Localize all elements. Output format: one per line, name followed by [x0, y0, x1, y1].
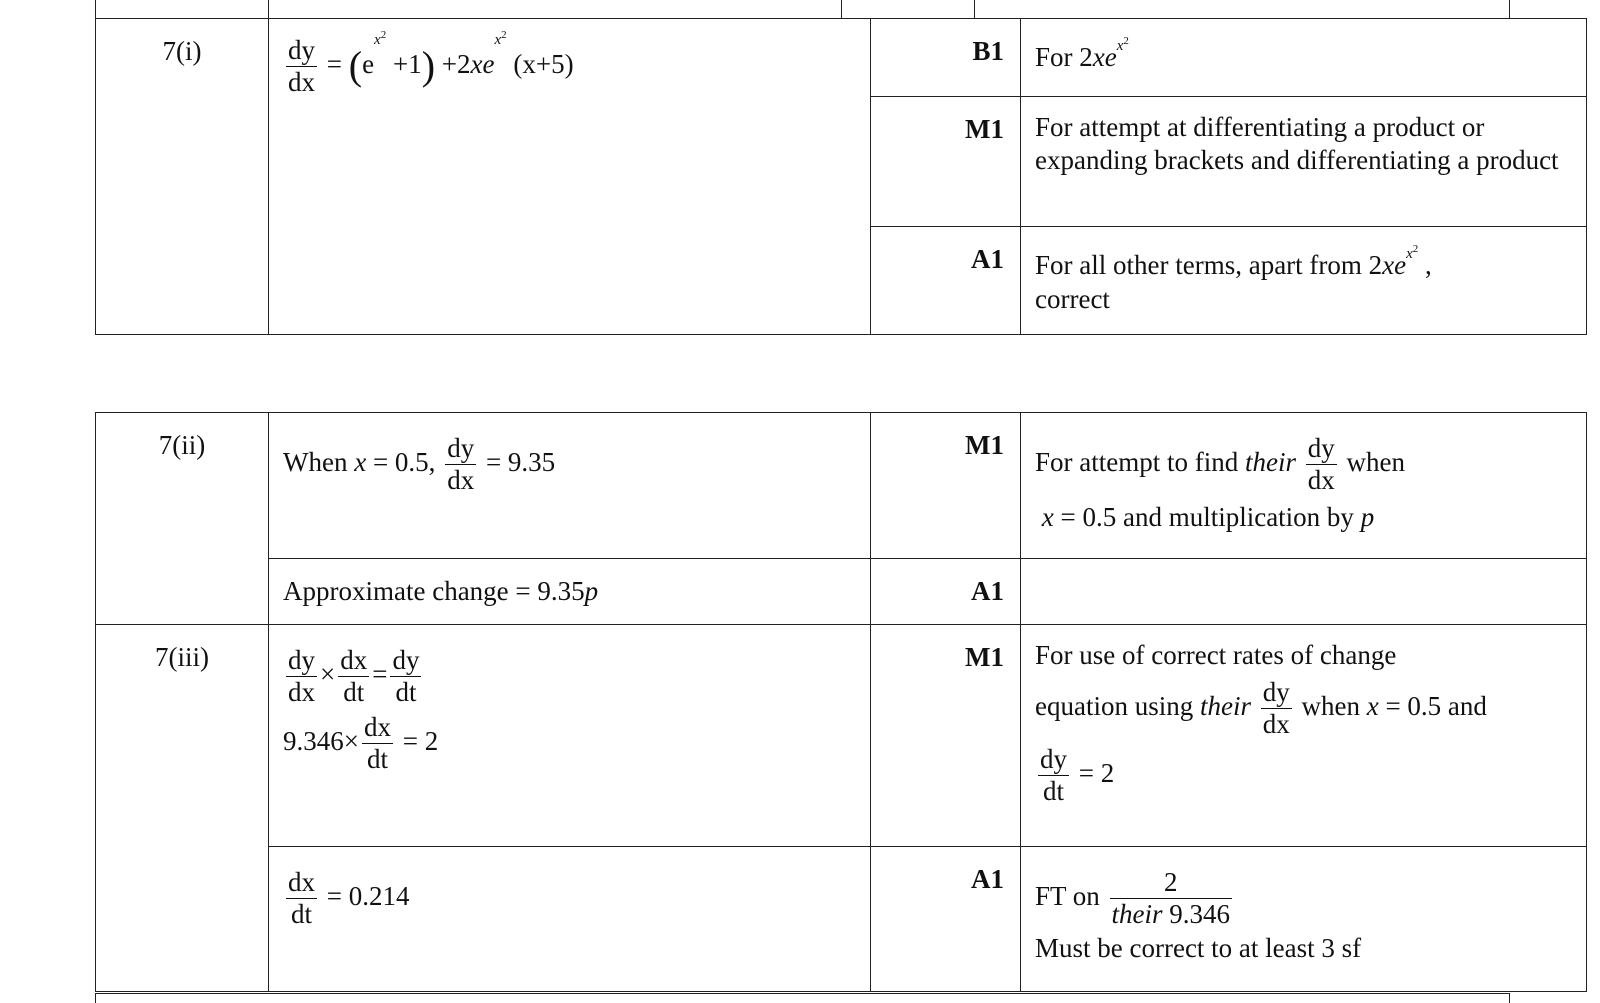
guidance-text: = 2	[1072, 757, 1115, 788]
exponent	[494, 29, 507, 48]
guidance-text: equation using	[1035, 690, 1200, 721]
fraction-numerator: dy	[1261, 677, 1292, 709]
answer-value: = 0.214	[320, 880, 410, 911]
exponent-x: x	[494, 32, 502, 48]
variable-p: p	[584, 576, 599, 606]
fraction-denominator: dx	[1307, 465, 1335, 496]
guidance-their: their	[1199, 690, 1251, 721]
exponent-2: 2	[501, 29, 507, 41]
fraction-numerator: dx	[338, 645, 369, 677]
table-row	[96, 19, 1587, 97]
variable-x: x	[1041, 502, 1054, 533]
exponent	[1406, 243, 1419, 262]
guidance-text: = 0.5 and	[1378, 690, 1487, 721]
question-number-text: 7(iii)	[155, 642, 209, 672]
question-number	[96, 413, 269, 625]
variable-p: p	[1360, 502, 1375, 533]
fraction-numerator: dy	[286, 35, 317, 67]
mark-code	[871, 847, 1021, 992]
guidance-text: when	[1339, 446, 1405, 477]
fraction	[390, 645, 421, 708]
answer-text: = 0.5,	[366, 446, 443, 477]
fraction-denominator: dx	[288, 67, 315, 98]
mark-code-text: M1	[965, 642, 1004, 672]
answer-value: = 9.35	[479, 446, 556, 477]
fraction-numerator: dx	[362, 712, 393, 744]
guidance-text: Must be correct to at least 3 sf	[1035, 933, 1362, 964]
fraction-numerator: dy	[445, 433, 476, 465]
fraction-numerator: dx	[286, 867, 317, 899]
fraction-numerator: dy	[390, 645, 421, 677]
fraction-numerator: dy	[1306, 433, 1337, 465]
fraction-denominator	[1110, 899, 1233, 930]
guidance-cell	[1021, 19, 1587, 97]
guidance-math: xe	[1382, 250, 1407, 280]
mark-code	[871, 559, 1021, 625]
fraction-denominator: dx	[288, 677, 315, 708]
derivative-fraction	[445, 433, 476, 496]
guidance-text: correct	[1035, 283, 1110, 314]
mark-code	[871, 413, 1021, 559]
plus-one: +1	[392, 48, 422, 79]
exponent-x: x	[1406, 246, 1413, 262]
guidance-text: For 2	[1035, 42, 1093, 72]
fraction-denominator: dt	[1042, 775, 1064, 806]
fraction	[362, 712, 393, 775]
times-sign: ×	[320, 658, 336, 689]
variable-x: x	[354, 446, 367, 477]
mark-code-text: M1	[965, 114, 1004, 144]
answer-value: = 2	[395, 725, 439, 756]
exponent-x: x	[1116, 38, 1124, 54]
fraction-denominator: dx	[447, 465, 475, 496]
guidance-line	[1035, 677, 1572, 740]
exponent-2: 2	[1123, 35, 1129, 47]
substitution-line	[283, 712, 856, 775]
denominator-value: 9.346	[1162, 899, 1231, 930]
question-number-text: 7(i)	[162, 36, 202, 66]
table-row	[96, 625, 1587, 847]
exponent-2: 2	[380, 29, 387, 41]
mark-code	[871, 97, 1021, 227]
derivative-fraction	[1306, 433, 1337, 496]
guidance-cell	[1021, 97, 1587, 227]
close-bracket: )	[421, 42, 436, 88]
mark-code	[871, 227, 1021, 335]
open-bracket: (	[348, 42, 363, 88]
fraction	[286, 867, 317, 930]
answer-cell	[269, 413, 871, 559]
guidance-text: For all other terms, apart from	[1035, 250, 1369, 280]
exp-base: e	[362, 48, 375, 79]
guidance-math: xe	[1092, 42, 1117, 72]
coefficient: 2	[457, 48, 471, 79]
fraction	[286, 645, 317, 708]
guidance-cell	[1021, 559, 1587, 625]
mark-scheme-table-7i	[95, 18, 1587, 335]
variable-x: x	[1366, 690, 1379, 721]
fraction-denominator: dx	[1262, 708, 1290, 739]
guidance-text: when	[1294, 690, 1367, 721]
mark-code-text: A1	[971, 576, 1004, 606]
next-table-edge	[95, 993, 1510, 1003]
table-row	[96, 559, 1587, 625]
exponent	[374, 29, 387, 48]
guidance-coefficient: 2	[1368, 250, 1383, 280]
derivative-fraction	[286, 35, 317, 98]
question-number	[96, 625, 269, 992]
mark-code-text: A1	[971, 864, 1004, 894]
mark-code-text: M1	[965, 430, 1004, 460]
guidance-cell	[1021, 625, 1587, 847]
guidance-text: For attempt to find	[1035, 446, 1245, 477]
guidance-their: their	[1111, 899, 1163, 930]
factor-term: (x+5)	[513, 48, 574, 79]
answer-cell	[269, 847, 871, 992]
fraction	[1110, 867, 1233, 930]
chain-rule-line	[283, 645, 856, 708]
equals-sign: =	[326, 48, 342, 79]
fraction	[1038, 744, 1069, 807]
fraction-numerator: dy	[1038, 744, 1069, 776]
guidance-their: their	[1244, 446, 1296, 477]
guidance-text: = 0.5 and multiplication by	[1053, 502, 1361, 533]
previous-table-edge	[95, 0, 1510, 18]
guidance-comma: ,	[1418, 250, 1432, 280]
fraction-denominator: dt	[343, 677, 365, 708]
fraction-denominator: dt	[290, 899, 312, 930]
guidance-text: For attempt at differentiating a product or expanding brackets and differentiating a product	[1035, 112, 1559, 175]
guidance-text: For use of correct rates of change	[1035, 640, 1397, 670]
question-number-text: 7(ii)	[158, 430, 206, 460]
equals-sign: =	[372, 658, 388, 689]
table-row	[96, 847, 1587, 992]
fraction-denominator: dt	[395, 677, 417, 708]
guidance-cell	[1021, 847, 1587, 992]
mark-code	[871, 625, 1021, 847]
answer-cell	[269, 19, 871, 335]
answer-text: 9.346×	[283, 725, 359, 756]
fraction-numerator: dy	[286, 645, 317, 677]
exponent-2: 2	[1412, 243, 1419, 255]
answer-text: Approximate change = 9.35	[283, 576, 585, 606]
guidance-line	[1035, 744, 1572, 807]
guidance-cell	[1021, 227, 1587, 335]
xe-term: xe	[470, 48, 495, 79]
fraction	[338, 645, 369, 708]
exponent	[1116, 35, 1129, 54]
mark-scheme-table-7ii-7iii	[95, 412, 1587, 992]
answer-cell	[269, 559, 871, 625]
fraction-denominator: dt	[366, 744, 388, 775]
mark-code-text: B1	[972, 36, 1004, 66]
answer-text: When	[283, 446, 355, 477]
question-number	[96, 19, 269, 335]
table-row	[96, 413, 1587, 559]
exponent-x: x	[374, 32, 381, 48]
guidance-cell	[1021, 413, 1587, 559]
answer-cell	[269, 625, 871, 847]
plus-sign: +	[441, 48, 458, 79]
mark-code	[871, 19, 1021, 97]
fraction-numerator: 2	[1110, 867, 1232, 899]
fraction	[1261, 677, 1292, 740]
mark-code-text: A1	[971, 244, 1004, 274]
guidance-text: FT on	[1035, 880, 1107, 911]
